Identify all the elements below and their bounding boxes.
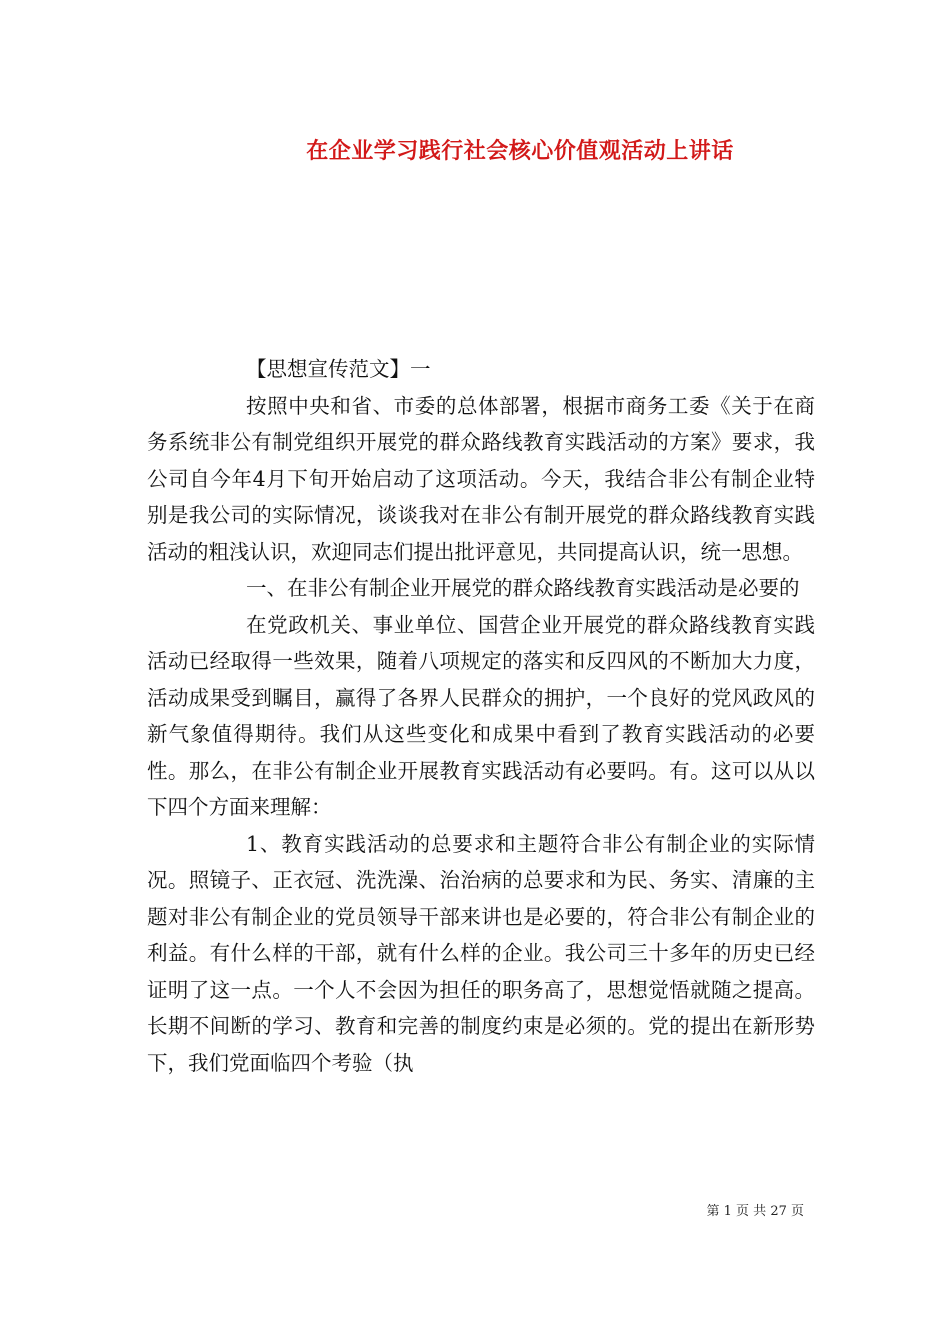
section-label: 【思想宣传范文】一 xyxy=(246,357,431,381)
section-heading-1: 一、在非公有制企业开展党的群众路线教育实践活动是必要的 xyxy=(246,576,800,600)
document-body xyxy=(147,351,815,1081)
document-title: 在企业学习践行社会核心价值观活动上讲话 xyxy=(306,138,734,164)
page-number: 第 1 页 共 27 页 xyxy=(706,1204,804,1219)
intro-paragraph: 按照中央和省、市委的总体部署，根据市商务工委《关于在商务系统非公有制党组织开展党的群众路线教育实践活动的方案》要求，我公司自今年4月下旬开始启动了这项活动。今天，我结合非公有制企业特别是我公司的实际情况，谈谈我对在非公有制开展党的群众路线教育实践活动的粗浅认识，欢迎同志们提出批评意见，共同提高认识，统一思想。 xyxy=(147,393,815,564)
body-paragraph-1: 在党政机关、事业单位、国营企业开展党的群众路线教育实践活动已经取得一些效果，随着八项规定的落实和反四风的不断加大力度，活动成果受到瞩目，赢得了各界人民群众的拥护，一个良好的党风政风的新气象值得期待。我们从这些变化和成果中看到了教育实践活动的必要性。那么，在非公有制企业开展教育实践活动有必要吗。有。这可以从以下四个方面来理解： xyxy=(147,612,815,819)
body-paragraph-2: 1、教育实践活动的总要求和主题符合非公有制企业的实际情况。照镜子、正衣冠、洗洗澡、治治病的总要求和为民、务实、清廉的主题对非公有制企业的党员领导干部来讲也是必要的，符合非公有制企业的利益。有什么样的干部，就有什么样的企业。我公司三十多年的历史已经证明了这一点。一个人不会因为担任的职务高了，思想觉悟就随之提高。长期不间断的学习、教育和完善的制度约束是必须的。党的提出在新形势下，我们党面临四个考验（执 xyxy=(147,831,815,1075)
